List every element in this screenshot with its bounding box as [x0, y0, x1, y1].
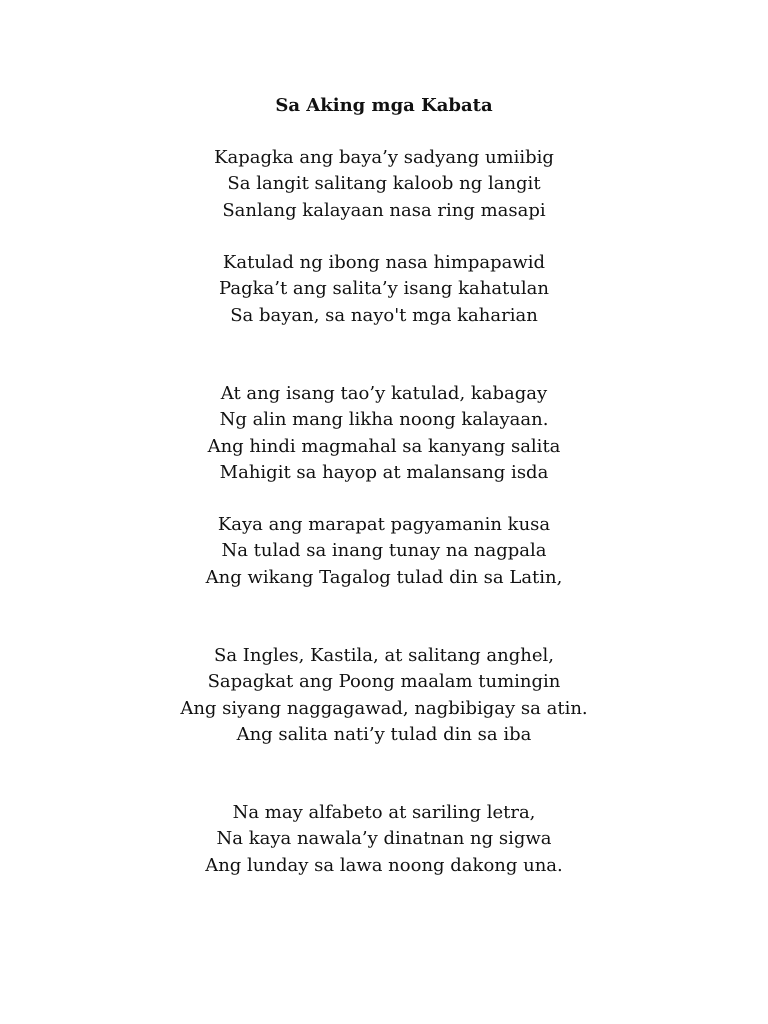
- stanza-3: [0, 381, 768, 486]
- poem-line: Kaya ang marapat pagyamanin kusa: [217, 514, 551, 535]
- poem-line: Ang lunday sa lawa noong dakong una.: [205, 854, 563, 876]
- poem-line: Mahigit sa hayop at malansang isda: [219, 461, 549, 483]
- poem-line: Kapagka ang baya’y sadyang umiibig: [214, 147, 554, 168]
- poem-line: Ang siyang naggagawad, nagbibigay sa atin.: [180, 697, 588, 719]
- poem-line: Pagka’t ang salita’y isang kahatulan: [219, 278, 549, 300]
- stanza-1: [0, 145, 768, 224]
- poem-line: Na may alfabeto at sariling letra,: [232, 802, 536, 823]
- poem-line: Sa bayan, sa nayo't mga kaharian: [230, 304, 538, 326]
- poem-line: Ang wikang Tagalog tulad din sa Latin,: [205, 566, 563, 588]
- poem-line: Ng alin mang likha noong kalayaan.: [219, 409, 549, 431]
- poem-line: Na kaya nawala’y dinatnan ng sigwa: [216, 828, 552, 850]
- poem-line: Katulad ng ibong nasa himpapawid: [222, 252, 546, 273]
- poem-line: Sapagkat ang Poong maalam tumingin: [207, 671, 561, 693]
- poem-line: Na tulad sa inang tunay na nagpala: [221, 540, 547, 562]
- poem-line: Sa Ingles, Kastila, at salitang anghel,: [214, 645, 554, 666]
- poem-title: Sa Aking mga Kabata: [275, 95, 493, 116]
- stanza-5: [0, 643, 768, 748]
- poem-line: Ang hindi magmahal sa kanyang salita: [207, 435, 561, 457]
- poem-line: At ang isang tao’y katulad, kabagay: [220, 383, 548, 404]
- stanza-6: [0, 800, 768, 879]
- poem-line: Sanlang kalayaan nasa ring masapi: [222, 199, 546, 221]
- stanza-4: [0, 512, 768, 591]
- poem-line: Sa langit salitang kaloob ng langit: [227, 173, 541, 195]
- stanza-2: [0, 250, 768, 329]
- poem-line: Ang salita nati’y tulad din sa iba: [236, 723, 532, 745]
